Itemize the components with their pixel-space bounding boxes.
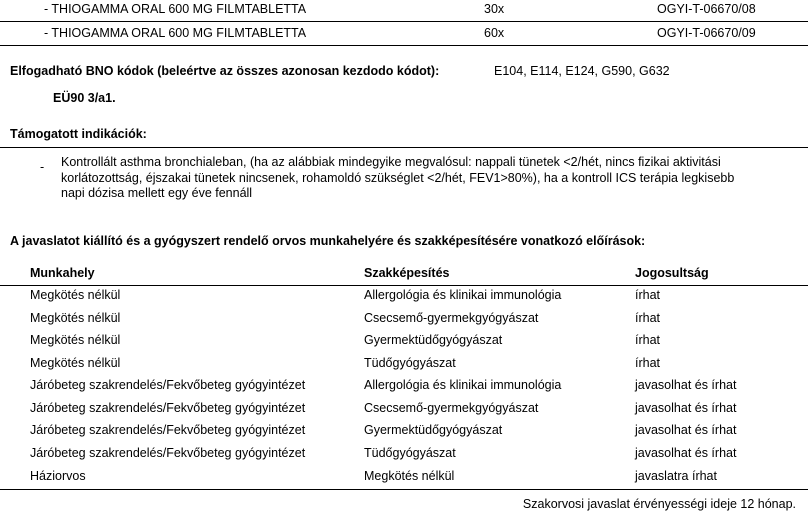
divider — [0, 45, 808, 46]
indication-line: korlátozottság, éjszakai tünetek nincsenek, rohamoldó szükséglet <2/hét, FEV1>80%), ha a kontroll ICS terápia legkisebb — [61, 170, 735, 185]
product-row — [0, 24, 808, 44]
requirements-heading: A javaslatot kiállító és a gyógyszert rendelő orvos munkahelyére és szakképesítésére vonatkozó előírások: — [10, 234, 646, 248]
table-row — [0, 308, 808, 330]
cell-authority: javasolhat és írhat — [635, 401, 737, 415]
product-pack-size: 30x — [484, 2, 505, 16]
cell-workplace: Megkötés nélkül — [30, 356, 121, 370]
cell-specialty: Tüdőgyógyászat — [364, 356, 456, 370]
indication-line: Kontrollált asthma bronchialeban, (ha az alábbiak mindegyike megvalósul: nappali tünetek <2/hét, nincs fizikai aktivitási — [61, 155, 721, 169]
product-ogyi-code: OGYI-T-06670/08 — [657, 2, 756, 16]
cell-workplace: Járóbeteg szakrendelés/Fekvőbeteg gyógyintézet — [30, 378, 306, 392]
eu-point: EÜ90 3/a1. — [53, 91, 116, 105]
cell-authority: írhat — [635, 356, 661, 370]
cell-authority: javasolhat és írhat — [635, 446, 737, 460]
indication-bullet: - — [40, 160, 45, 174]
cell-specialty: Megkötés nélkül — [364, 469, 455, 483]
cell-specialty: Tüdőgyógyászat — [364, 446, 456, 460]
cell-workplace: Járóbeteg szakrendelés/Fekvőbeteg gyógyintézet — [30, 401, 306, 415]
cell-workplace: Háziorvos — [30, 469, 86, 483]
bno-codes: E104, E114, E124, G590, G632 — [494, 64, 670, 78]
product-row — [0, 0, 808, 20]
table-row — [0, 443, 808, 465]
cell-workplace: Megkötés nélkül — [30, 288, 121, 302]
cell-specialty: Gyermektüdőgyógyászat — [364, 333, 503, 347]
column-header-authority: Jogosultság — [635, 266, 709, 280]
bno-label: Elfogadható BNO kódok (beleértve az összes azonosan kezdodo kódot): — [10, 64, 440, 78]
table-row — [0, 330, 808, 352]
cell-workplace: Megkötés nélkül — [30, 333, 121, 347]
product-pack-size: 60x — [484, 26, 505, 40]
validity-note: Szakorvosi javaslat érvényességi ideje 12 hónap. — [522, 497, 796, 511]
cell-workplace: Járóbeteg szakrendelés/Fekvőbeteg gyógyintézet — [30, 446, 306, 460]
cell-specialty: Allergológia és klinikai immunológia — [364, 288, 562, 302]
product-ogyi-code: OGYI-T-06670/09 — [657, 26, 756, 40]
cell-specialty: Csecsemő-gyermekgyógyászat — [364, 401, 539, 415]
indication-line: napi dózisa mellett egy éve fennáll — [61, 186, 253, 200]
table-row — [0, 398, 808, 420]
divider — [0, 147, 808, 148]
table-row — [0, 420, 808, 442]
table-row — [0, 285, 808, 307]
cell-authority: írhat — [635, 288, 661, 302]
product-name: - THIOGAMMA ORAL 600 MG FILMTABLETTA — [44, 2, 307, 16]
cell-authority: javaslatra írhat — [635, 469, 717, 483]
product-name: - THIOGAMMA ORAL 600 MG FILMTABLETTA — [44, 26, 307, 40]
table-row — [0, 466, 808, 488]
column-header-specialty: Szakképesítés — [364, 266, 450, 280]
table-row — [0, 375, 808, 397]
cell-specialty: Allergológia és klinikai immunológia — [364, 378, 562, 392]
cell-workplace: Megkötés nélkül — [30, 311, 121, 325]
cell-authority: írhat — [635, 311, 661, 325]
cell-authority: javasolhat és írhat — [635, 378, 737, 392]
cell-specialty: Gyermektüdőgyógyászat — [364, 423, 503, 437]
cell-authority: javasolhat és írhat — [635, 423, 737, 437]
cell-workplace: Járóbeteg szakrendelés/Fekvőbeteg gyógyintézet — [30, 423, 306, 437]
table-row — [0, 353, 808, 375]
column-header-workplace: Munkahely — [30, 266, 95, 280]
indication-text — [61, 155, 808, 202]
table-bottom-divider — [0, 489, 808, 490]
cell-specialty: Csecsemő-gyermekgyógyászat — [364, 311, 539, 325]
divider — [0, 21, 808, 22]
cell-authority: írhat — [635, 333, 661, 347]
indications-heading: Támogatott indikációk: — [10, 127, 147, 141]
